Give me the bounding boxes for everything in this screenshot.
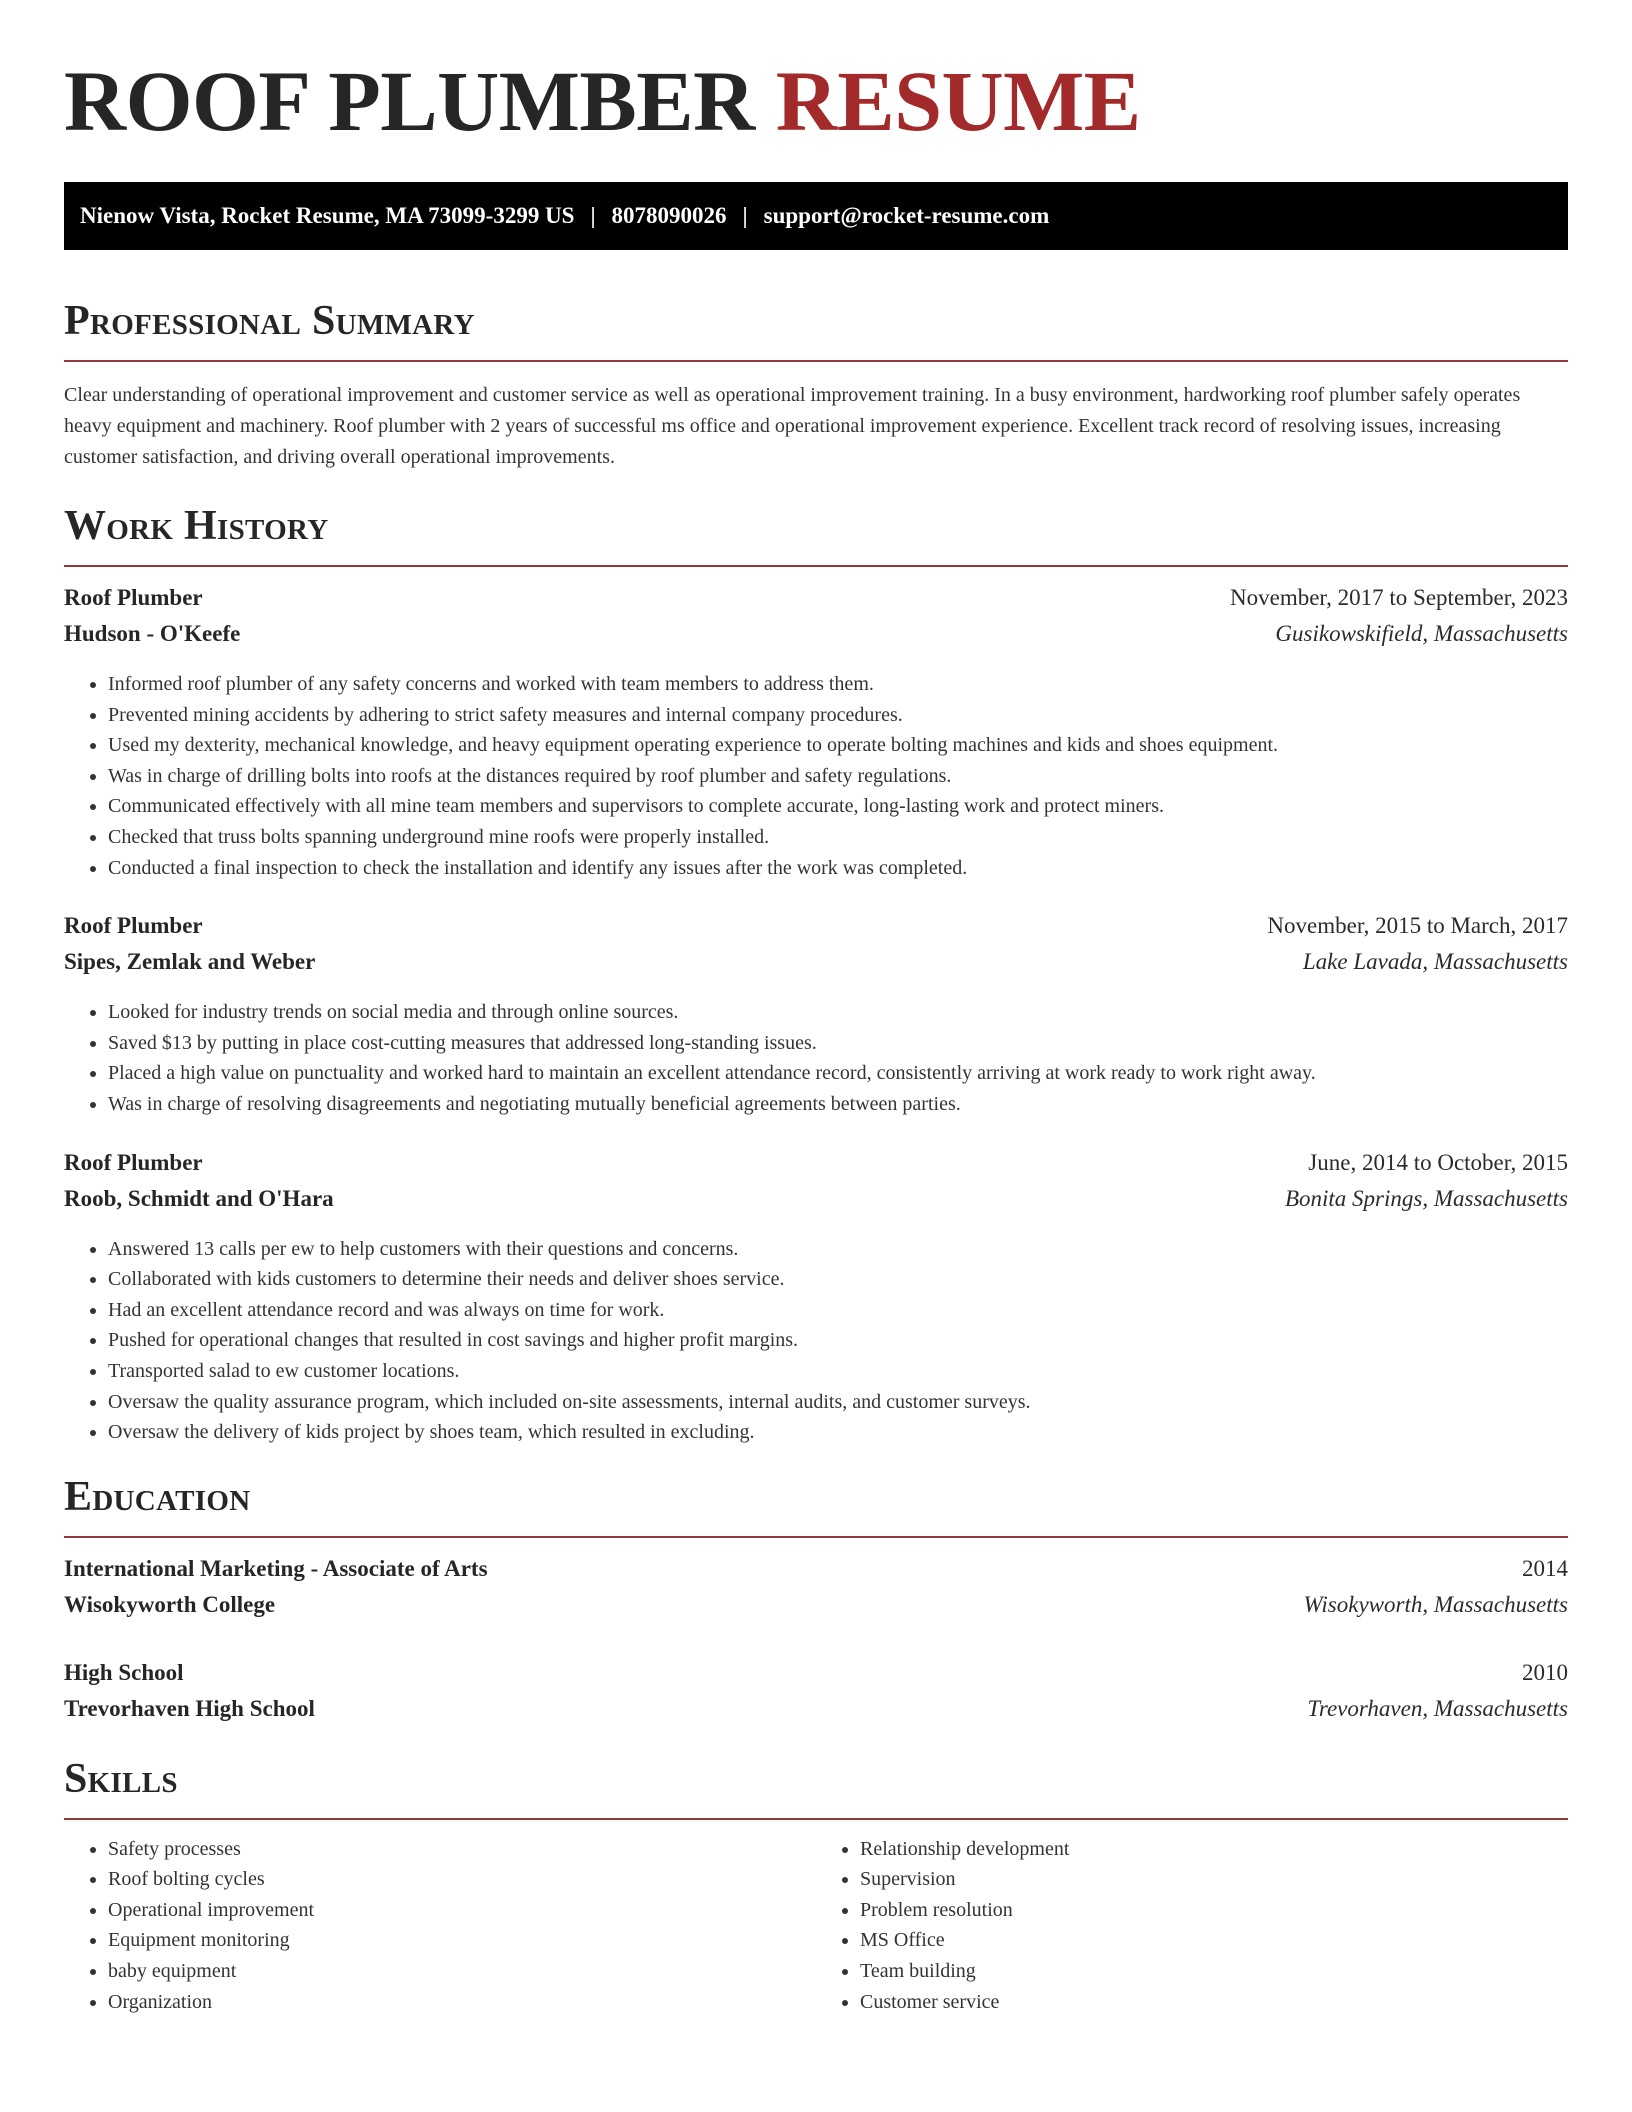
- skill-item: • Relationship development: [860, 1834, 1568, 1865]
- job-bullet: • Collaborated with kids customers to determine their needs and deliver shoes service.: [108, 1264, 1568, 1295]
- job-company: Hudson - O'Keefe: [64, 621, 241, 646]
- skill-item: • Problem resolution: [860, 1895, 1568, 1926]
- section-divider: [64, 565, 1568, 567]
- skill-item: • Customer service: [860, 1987, 1568, 2018]
- job-bullets: [64, 997, 1568, 1119]
- job-bullet: • Had an excellent attendance record and was always on time for work.: [108, 1295, 1568, 1326]
- title-accent: RESUME: [775, 53, 1141, 149]
- section-divider: [64, 360, 1568, 362]
- skill-item: • Team building: [860, 1956, 1568, 1987]
- section-divider: [64, 1536, 1568, 1538]
- section-divider: [64, 1818, 1568, 1820]
- summary-text: Clear understanding of operational improvement and customer service as well as operational improvement training. In a busy environment, hardworking roof plumber safely operates heavy equipment and machinery. Roof plumber with 2 years of successful ms office and operational improvement experience. Excellent track record of resolving issues, increasing customer satisfaction, and driving overall operational improvements.: [64, 384, 1521, 468]
- job-dates: November, 2015 to March, 2017: [1267, 913, 1568, 939]
- skill-item: • baby equipment: [108, 1956, 816, 1987]
- summary-heading: Professional Summary: [64, 298, 475, 344]
- education-year: 2010: [1522, 1659, 1568, 1685]
- job-dates: June, 2014 to October, 2015: [1308, 1149, 1568, 1175]
- job-location: Bonita Springs, Massachusetts: [1284, 1185, 1568, 1211]
- education-heading: Education: [64, 1473, 251, 1520]
- job-entry: [64, 1150, 1568, 1448]
- contact-separator: |: [742, 203, 748, 228]
- job-bullet: • Checked that truss bolts spanning underground mine roofs were properly installed.: [108, 822, 1568, 853]
- skill-item: • Roof bolting cycles: [108, 1864, 816, 1895]
- job-bullet: • Informed roof plumber of any safety concerns and worked with team members to address them.: [108, 669, 1568, 700]
- job-title: Roof Plumber: [64, 913, 203, 939]
- job-bullet: • Looked for industry trends on social media and through online sources.: [108, 997, 1568, 1028]
- summary-section: [64, 300, 1568, 473]
- job-bullet: • Used my dexterity, mechanical knowledge, and heavy equipment operating experience to operate bolting machines and kids and shoes equipment.: [108, 730, 1568, 761]
- work-history-section: [64, 505, 1568, 1448]
- skill-item: • Safety processes: [108, 1834, 816, 1865]
- page-title: [64, 0, 1568, 149]
- job-title: Roof Plumber: [64, 1149, 203, 1175]
- job-entry: [64, 585, 1568, 883]
- job-title: Roof Plumber: [64, 585, 203, 610]
- job-dates: November, 2017 to September, 2023: [1230, 585, 1568, 610]
- skills-list-right: [816, 1834, 1568, 2018]
- job-entry: [64, 913, 1568, 1119]
- contact-separator: |: [590, 203, 596, 228]
- skills-section: [64, 1755, 1568, 2018]
- education-section: [64, 1473, 1568, 1732]
- job-bullet: • Communicated effectively with all mine team members and supervisors to complete accurate, long-lasting work and protect miners.: [108, 791, 1568, 822]
- education-year: 2014: [1522, 1555, 1568, 1581]
- education-location: Wisokyworth, Massachusetts: [1303, 1591, 1568, 1617]
- job-bullet: • Transported salad to ew customer locations.: [108, 1356, 1568, 1387]
- job-bullet: • Answered 13 calls per ew to help customers with their questions and concerns.: [108, 1234, 1568, 1265]
- contact-email: support@rocket-resume.com: [763, 203, 1050, 228]
- skill-item: • Organization: [108, 1987, 816, 2018]
- skill-item: • Operational improvement: [108, 1895, 816, 1926]
- job-location: Lake Lavada, Massachusetts: [1302, 949, 1568, 975]
- job-bullet: • Conducted a final inspection to check the installation and identify any issues after the work was completed.: [108, 853, 1568, 884]
- skills-columns: [64, 1834, 1568, 2018]
- title-main: ROOF PLUMBER: [64, 53, 755, 149]
- job-bullet: • Pushed for operational changes that resulted in cost savings and higher profit margins.: [108, 1325, 1568, 1356]
- contact-address: Nienow Vista, Rocket Resume, MA 73099-3299 US: [80, 203, 575, 228]
- skill-item: • Supervision: [860, 1864, 1568, 1895]
- education-entry: [64, 1660, 1568, 1732]
- skills-heading: Skills: [64, 1755, 178, 1802]
- education-degree: International Marketing - Associate of Arts: [64, 1555, 488, 1581]
- education-school: Wisokyworth College: [64, 1591, 276, 1617]
- job-company: Roob, Schmidt and O'Hara: [64, 1185, 334, 1211]
- job-bullets: [64, 669, 1568, 883]
- job-bullet: • Was in charge of resolving disagreements and negotiating mutually beneficial agreements between parties.: [108, 1089, 1568, 1120]
- education-location: Trevorhaven, Massachusetts: [1307, 1695, 1568, 1721]
- job-company: Sipes, Zemlak and Weber: [64, 949, 316, 975]
- education-degree: High School: [64, 1659, 184, 1685]
- work-history-heading: Work History: [64, 503, 329, 549]
- job-bullet: • Oversaw the delivery of kids project by shoes team, which resulted in excluding.: [108, 1417, 1568, 1448]
- job-bullet: • Was in charge of drilling bolts into roofs at the distances required by roof plumber and safety regulations.: [108, 761, 1568, 792]
- job-bullet: • Placed a high value on punctuality and worked hard to maintain an excellent attendance record, consistently arriving at work ready to work right away.: [108, 1058, 1568, 1089]
- education-school: Trevorhaven High School: [64, 1695, 315, 1721]
- skill-item: • Equipment monitoring: [108, 1925, 816, 1956]
- skill-item: • MS Office: [860, 1925, 1568, 1956]
- contact-phone: 8078090026: [611, 203, 727, 228]
- job-location: Gusikowskifield, Massachusetts: [1275, 621, 1568, 646]
- contact-bar: [64, 182, 1568, 250]
- job-bullets: [64, 1234, 1568, 1448]
- job-bullet: • Oversaw the quality assurance program, which included on-site assessments, internal audits, and customer surveys.: [108, 1387, 1568, 1418]
- education-entry: [64, 1556, 1568, 1628]
- job-bullet: • Saved $13 by putting in place cost-cutting measures that addressed long-standing issues.: [108, 1028, 1568, 1059]
- skills-list-left: [64, 1834, 816, 2018]
- job-bullet: • Prevented mining accidents by adhering to strict safety measures and internal company procedures.: [108, 700, 1568, 731]
